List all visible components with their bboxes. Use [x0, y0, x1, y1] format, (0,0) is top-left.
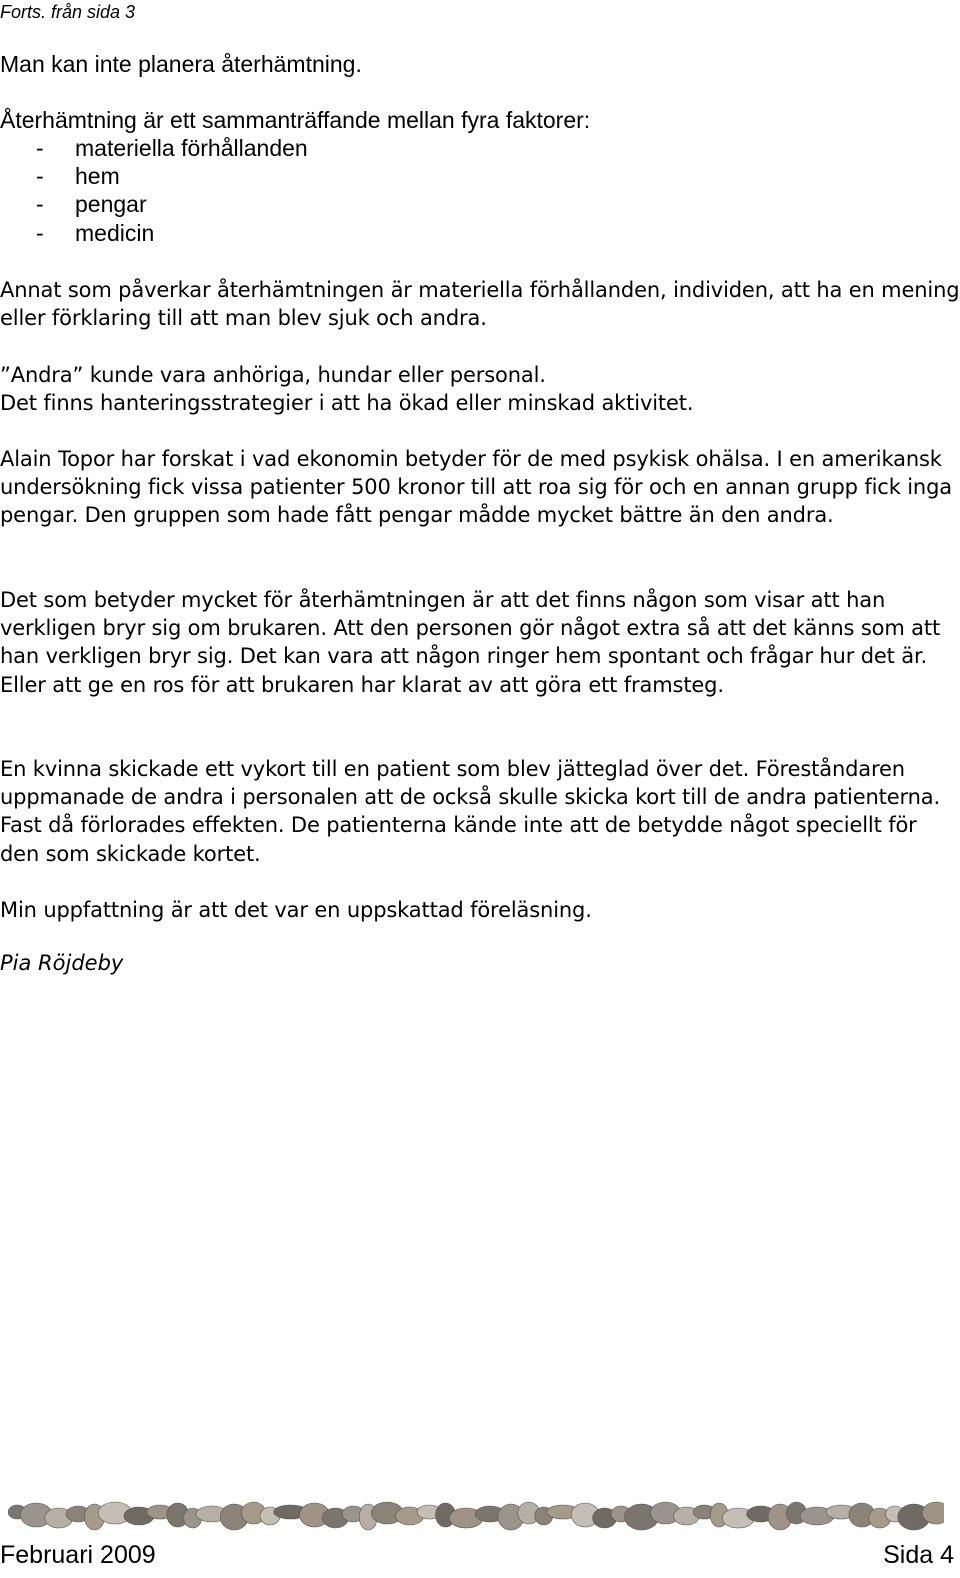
list-item: - hem: [36, 163, 120, 190]
footer-page-number: Sida 4: [883, 1541, 954, 1569]
paragraph-intro: Man kan inte planera återhämtning.: [0, 51, 362, 77]
bullet-dash: -: [36, 191, 44, 218]
paragraph-postcard: En kvinna skickade ett vykort till en patient som blev jätteglad över det. Föreståndaren uppmanade de andra i personalen att de också skulle skicka kort till de andra patienterna. Fast då förlorades effekten. De patienterna kände inte att de betydde något speciellt för den som skickade kortet.: [0, 757, 941, 866]
factors-list: [0, 134, 308, 247]
paragraph-opinion: Min uppfattning är att det var en uppskattad föreläsning.: [0, 898, 592, 922]
bullet-dash: -: [36, 219, 44, 246]
paragraph-other-factors: Annat som påverkar återhämtningen är materiella förhållanden, individen, att ha en mening eller förklaring till att man blev sjuk och andra.: [0, 278, 960, 331]
list-item: - pengar: [36, 191, 147, 218]
paragraph-strategies-line: Det finns hanteringsstrategier i att ha ökad eller minskad aktivitet.: [0, 391, 694, 415]
footer-date: Februari 2009: [0, 1541, 156, 1569]
list-item: - medicin: [36, 219, 155, 246]
author-signature: Pia Röjdeby: [0, 951, 124, 975]
paragraph-caring: Det som betyder mycket för återhämtningen är att det finns någon som visar att han verkligen bryr sig om brukaren. Att den personen gör något extra så att det känns som att han verkligen bryr sig. Det kan vara att någon ringer hem spontant och frågar hur det är. Eller att ge en ros för att brukaren har klarat av att göra ett framsteg.: [0, 588, 941, 697]
bullet-dash: -: [36, 163, 44, 190]
paragraph-topor: Alain Topor har forskat i vad ekonomin betyder för de med psykisk ohälsa. I en amerikansk undersökning fick vissa patienter 500 kronor till att roa sig för och en annan grupp fick inga pengar. Den gruppen som hade fått pengar mådde mycket bättre än den andra.: [0, 447, 952, 528]
bullet-dash: -: [36, 135, 44, 161]
paragraph-factors-intro: Återhämtning är ett sammanträffande mellan fyra faktorer:: [0, 107, 591, 133]
list-item: - materiella förhållanden: [36, 135, 308, 161]
stones-border-image: [6, 1497, 944, 1533]
paragraph-others-line: ”Andra” kunde vara anhöriga, hundar eller personal.: [0, 363, 546, 387]
continued-note: Forts. från sida 3: [0, 2, 136, 22]
